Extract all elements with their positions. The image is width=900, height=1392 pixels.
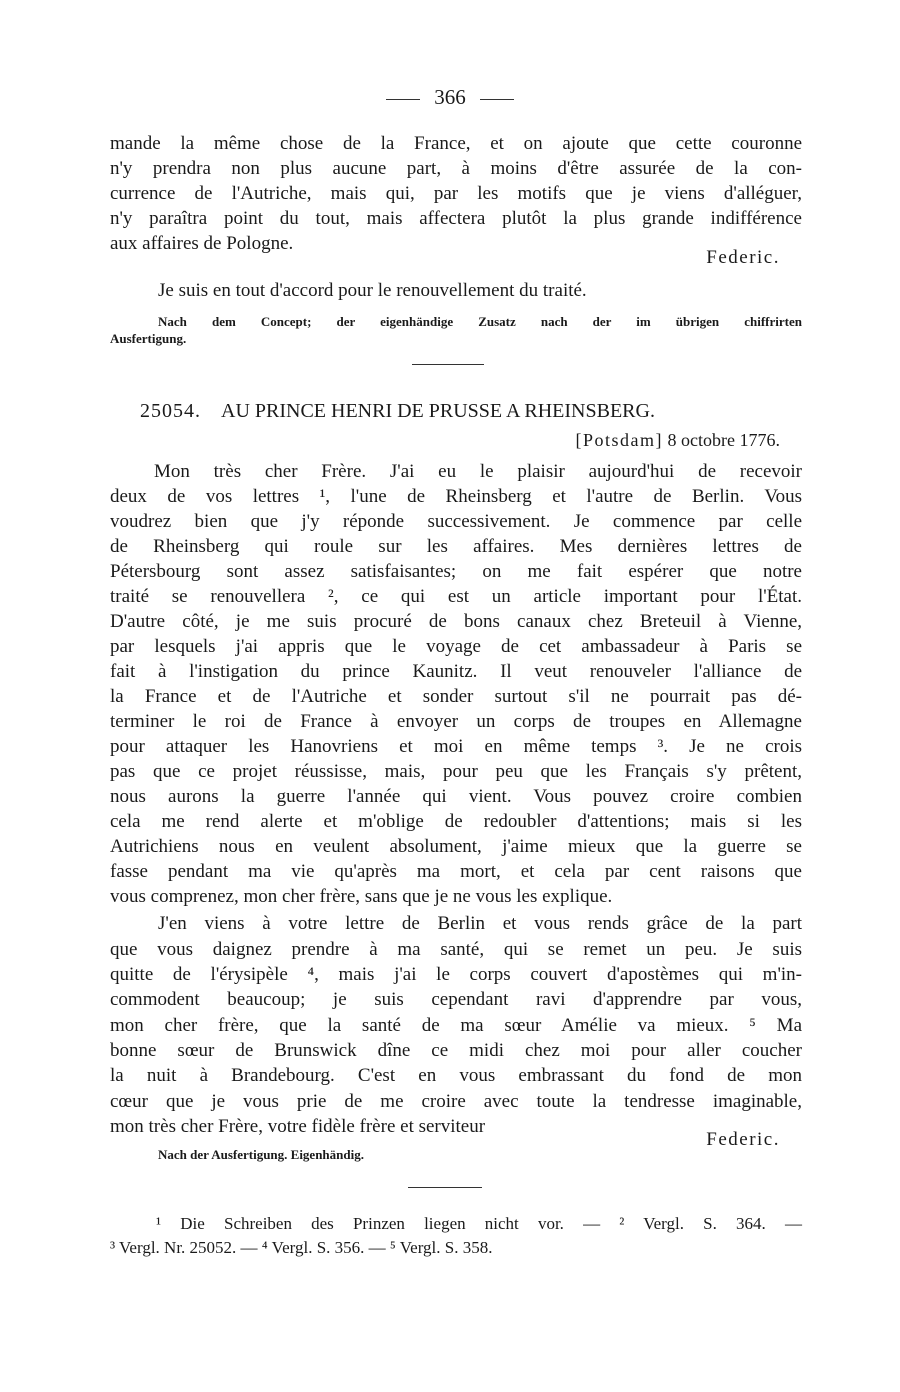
source-note: Ausfertigung. bbox=[110, 331, 187, 346]
footnote-line: ¹ Die Schreiben des Prinzen liegen nicht vor. — ² Vergl. S. 364. — bbox=[156, 1214, 802, 1233]
letter-number: 25054. bbox=[140, 400, 201, 422]
text-line: mon très cher Frère, votre fidèle frère et serviteur bbox=[110, 1116, 486, 1137]
source-note: Nach der Ausfertigung. Eigenhändig. bbox=[158, 1147, 364, 1162]
letter-heading bbox=[140, 398, 780, 424]
text-line: la France et de l'Autriche et sonder surtout s'il ne pourrait pas dé- bbox=[110, 686, 802, 707]
text-line: Pétersbourg sont assez satisfaisantes; on me fait espérer que notre bbox=[110, 561, 802, 582]
text-line: mande la même chose de la France, et on ajoute que cette couronne bbox=[110, 133, 802, 154]
text-line: nous aurons la guerre l'année qui vient. Vous pouvez croire combien bbox=[110, 786, 802, 807]
page-header bbox=[0, 84, 900, 110]
date-place: [Potsdam] bbox=[575, 430, 664, 450]
text-line: n'y paraîtra point du tout, mais affectera plutôt la plus grande indifférence bbox=[110, 208, 802, 229]
text-line: par lesquels j'ai appris que le voyage de cet ambassadeur à Paris se bbox=[110, 636, 802, 657]
text-line: bonne sœur de Brunswick dîne ce midi chez moi pour aller coucher bbox=[110, 1040, 802, 1061]
text-line: quitte de l'érysipèle ⁴, mais j'ai le corps couvert d'apostèmes qui m'in- bbox=[110, 964, 802, 985]
text-line: la nuit à Brandebourg. C'est en vous embrassant du fond de mon bbox=[110, 1065, 802, 1086]
postscript: Je suis en tout d'accord pour le renouvellement du traité. bbox=[158, 280, 587, 301]
header-dash-right bbox=[480, 99, 514, 100]
text-line: mon cher frère, que la santé de ma sœur Amélie va mieux. ⁵ Ma bbox=[110, 1015, 802, 1036]
text-line: traité se renouvellera ², ce qui est un article important pour l'État. bbox=[110, 586, 802, 607]
letter-title: AU PRINCE HENRI DE PRUSSE A RHEINSBERG. bbox=[221, 400, 655, 422]
page-number: 366 bbox=[434, 85, 466, 109]
date-text: 8 octobre 1776. bbox=[667, 430, 780, 450]
footnote-line: ³ Vergl. Nr. 25052. — ⁴ Vergl. S. 356. — ⁵ Vergl. S. 358. bbox=[110, 1238, 493, 1257]
text-line: fasse pendant ma vie qu'après ma mort, et cela par cent raisons que bbox=[110, 861, 802, 882]
signature: Federic. bbox=[706, 247, 780, 268]
text-line: D'autre côté, je me suis procuré de bons canaux chez Breteuil à Vienne, bbox=[110, 611, 802, 632]
text-line: terminer le roi de France à envoyer un corps de troupes en Allemagne bbox=[110, 711, 802, 732]
text-line: Mon très cher Frère. J'ai eu le plaisir aujourd'hui de recevoir bbox=[154, 461, 802, 482]
text-line: voudrez bien que j'y réponde successivement. Je commence par celle bbox=[110, 511, 802, 532]
letter-date bbox=[576, 428, 780, 452]
text-line: pas que ce projet réussisse, mais, pour peu que les Français s'y prêtent, bbox=[110, 761, 802, 782]
text-line: pour attaquer les Hanovriens et moi en même temps ³. Je ne crois bbox=[110, 736, 802, 757]
section-divider bbox=[412, 364, 484, 365]
text-line: commodent beaucoup; je suis cependant ravi d'apprendre par vous, bbox=[110, 989, 802, 1010]
text-line: aux affaires de Pologne. bbox=[110, 233, 294, 254]
signature: Federic. bbox=[706, 1129, 780, 1150]
text-line: cela me rend alerte et m'oblige de redoubler d'attentions; mais si les bbox=[110, 811, 802, 832]
source-note: Nach dem Concept; der eigenhändige Zusatz nach der im übrigen chiffrirten bbox=[158, 314, 802, 329]
text-line: fait à l'instigation du prince Kaunitz. Il veut renouveler l'alliance de bbox=[110, 661, 802, 682]
text-line: n'y prendra non plus aucune part, à moins d'être assurée de la con- bbox=[110, 158, 802, 179]
text-line: deux de vos lettres ¹, l'une de Rheinsberg et l'autre de Berlin. Vous bbox=[110, 486, 802, 507]
text-line: vous comprenez, mon cher frère, sans que je ne vous les explique. bbox=[110, 886, 613, 907]
text-line: de Rheinsberg qui roule sur les affaires. Mes dernières lettres de bbox=[110, 536, 802, 557]
text-line: Autrichiens nous en veulent absolument, j'aime mieux que la guerre se bbox=[110, 836, 802, 857]
text-line: J'en viens à votre lettre de Berlin et vous rends grâce de la part bbox=[158, 913, 802, 934]
header-dash-left bbox=[386, 99, 420, 100]
text-line: que vous daignez prendre à ma santé, qui se remet un peu. Je suis bbox=[110, 939, 802, 960]
footnote-divider bbox=[408, 1187, 482, 1188]
text-line: currence de l'Autriche, mais qui, par les motifs que je viens d'alléguer, bbox=[110, 183, 802, 204]
text-line: cœur que je vous prie de me croire avec toute la tendresse imaginable, bbox=[110, 1091, 802, 1112]
